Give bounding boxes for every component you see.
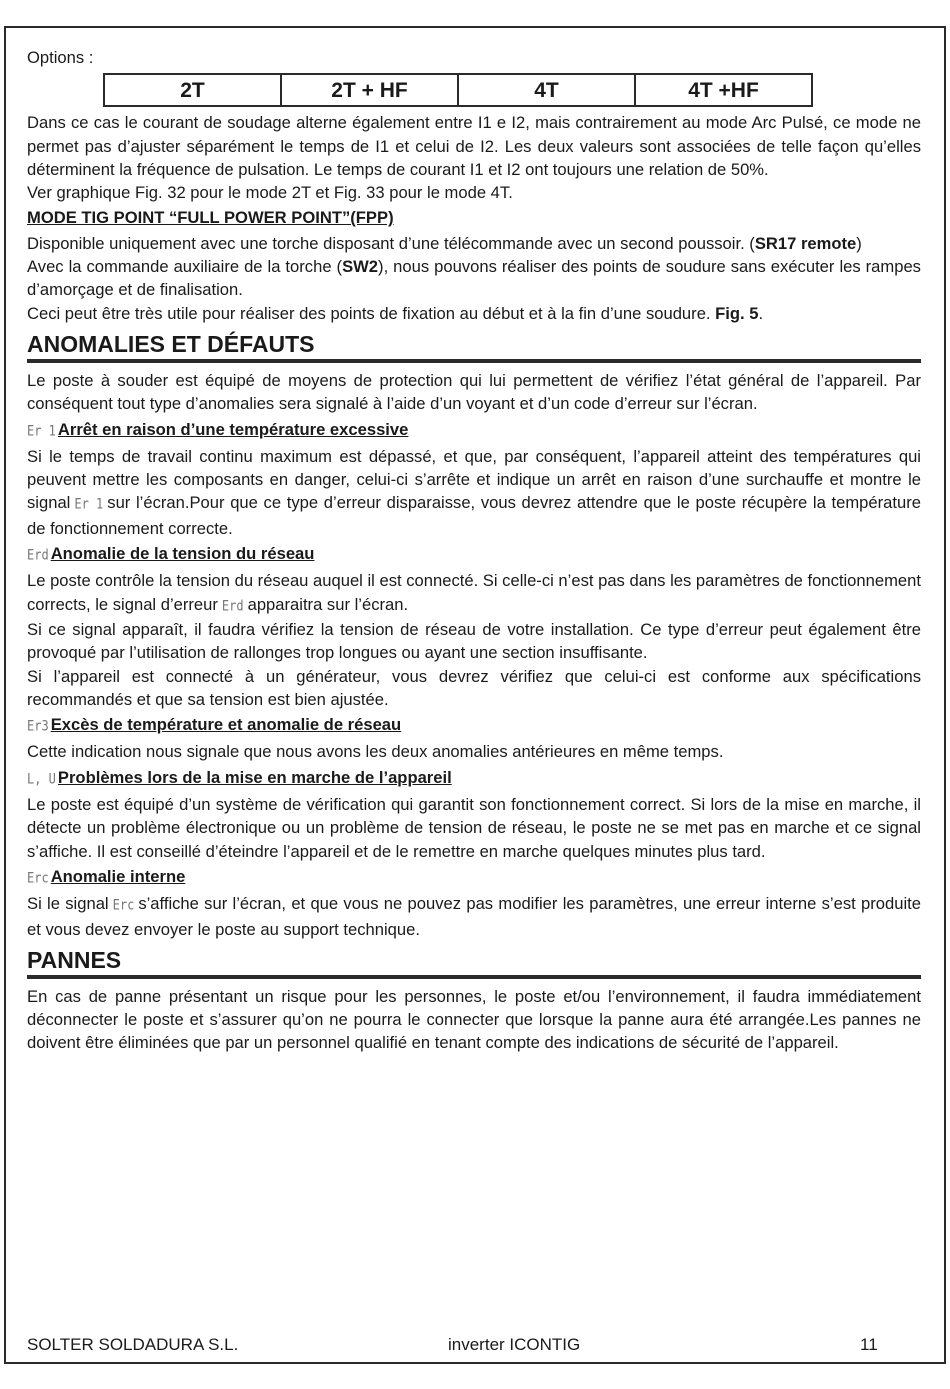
anomalies-intro: Le poste à souder est équipé de moyens de protection qui lui permettent de vérifiez l’état général de l’appareil. Par conséquent tout type d’anomalies sera signalé à l’aide d’un voyant et d’un code d’erreur sur l’écran. (27, 370, 921, 414)
fpp-heading: MODE TIG POINT “FULL POWER POINT”(FPP) (27, 208, 394, 228)
error-lu-heading (27, 766, 921, 791)
footer-company: SOLTER SOLDADURA S.L. (27, 1335, 239, 1354)
error-code-lu: L, U (27, 770, 56, 787)
error-erc-title: Anomalie interne (50, 866, 186, 886)
error-lu-title: Problèmes lors de la mise en marche de l’appareil (57, 767, 452, 787)
option-2t: 2T (104, 74, 281, 106)
error-erd-text-3: Si l’appareil est connecté à un générateur, vous devrez vérifiez que celui-ci est conforme aux spécifications recommandés et que sa tension est bien ajustée. (27, 666, 921, 709)
error-lu-text: Le poste est équipé d’un système de vérification qui garantit son fonctionnement correct. Si lors de la mise en marche, il détecte un problème électronique ou un problème de tension de réseau, le poste ne se met pas en marche et ce signal s’affiche. Il est conseillé d’éteindre l’appareil et de le remettre en marche quelques minutes plus tard. (27, 795, 921, 861)
error-er1-text: Si le temps de travail continu maximum est dépassé, et que, par conséquent, l’appareil atteint des températures qui peuvent mettre les composants en danger, celui-ci s’arrête et indique un arrêt en raison d’une surchauffe et montre le signal Er 1 sur l’écran.Pour que ce type d’erreur disparaisse, vous devrez attendre que le poste récupère la température de fonctionnement correcte. (27, 446, 921, 538)
error-code-erc-inline: Erc (112, 896, 135, 914)
error-erc-heading (27, 865, 921, 890)
error-er3-title: Excès de température et anomalie de réseau (50, 715, 402, 735)
options-label: Options : (27, 48, 94, 67)
fpp-paragraph-2: Avec la commande auxiliaire de la torche (SW2), nous pouvons réaliser des points de soudure sans exécuter les rampes d’amorçage et de finalisation. (27, 257, 921, 300)
graph-reference: Ver graphique Fig. 32 pour le mode 2T et Fig. 33 pour le mode 4T. (27, 183, 513, 203)
option-2t-hf: 2T + HF (281, 74, 458, 106)
options-table (103, 73, 813, 107)
error-erd-text-1: Le poste contrôle la tension du réseau auquel il est connecté. Si celle-ci n’est pas dans les paramètres de fonctionnement corrects, le signal d’erreur Erd apparaitra sur l’écran. (27, 569, 921, 618)
error-er1-title: Arrêt en raison d’une température excessive (57, 419, 409, 439)
error-er3-heading (27, 713, 921, 738)
footer-product: inverter ICONTIG (448, 1335, 581, 1354)
error-code-erc: Erc (27, 869, 49, 887)
option-4t: 4T (458, 74, 635, 106)
error-erd-heading (27, 542, 921, 567)
page-content (27, 46, 921, 1055)
intro-paragraph: Dans ce cas le courant de soudage alterne également entre I1 e I2, mais contrairement au mode Arc Pulsé, ce mode ne permet pas d’ajuster séparément le temps de I1 et celui de I2. Les deux valeurs sont associées de telle façon qu’elles déterminent la fréquence de pulsation. Le temps de courant I1 et I2 ont toujours une relation de 50%. (27, 113, 921, 179)
pannes-text: En cas de panne présentant un risque pour les personnes, le poste et/ou l’environnement, il faudra immédiatement déconnecter le poste et s’assurer qu’on ne pourra le connecter que lorsque la panne aura été arrangée.Les pannes ne doivent être éliminées que par un personnel qualifié en tenant compte des indications de sécurité de l’appareil. (27, 986, 921, 1053)
error-code-erd: Erd (27, 546, 49, 564)
option-4t-hf: 4T +HF (635, 74, 812, 106)
error-erd-title: Anomalie de la tension du réseau (50, 544, 315, 564)
error-er3-text: Cette indication nous signale que nous avons les deux anomalies antérieures en même temps. (27, 742, 724, 762)
error-code-er1: Er 1 (27, 422, 56, 439)
pannes-heading: PANNES (27, 946, 921, 979)
page-footer (27, 1335, 921, 1359)
error-code-erd-inline: Erd (221, 597, 244, 614)
anomalies-heading: ANOMALIES ET DÉFAUTS (27, 330, 921, 363)
error-erd-text-2: Si ce signal apparaît, il faudra vérifiez la tension de réseau de votre installation. Ce type d’erreur peut également être provoqué par l’utilisation de rallonges trop longues ou ayant une section insuffisante. (27, 619, 921, 663)
fpp-paragraph-3: Ceci peut être très utile pour réaliser des points de fixation au début et à la fin d’une soudure. Fig. 5. (27, 303, 764, 323)
fpp-paragraph-1: Disponible uniquement avec une torche disposant d’une télécommande avec un second poussoir. (SR17 remote) (27, 233, 862, 253)
footer-page-number: 11 (860, 1335, 878, 1354)
error-code-er1-inline: Er 1 (74, 495, 104, 513)
error-code-er3: Er3 (27, 717, 49, 735)
error-erc-text: Si le signal Erc s’affiche sur l’écran, et que vous ne pouvez pas modifier les paramètres, une erreur interne s’est produite et vous devez envoyer le poste au support technique. (27, 892, 921, 941)
error-er1-heading (27, 418, 921, 443)
